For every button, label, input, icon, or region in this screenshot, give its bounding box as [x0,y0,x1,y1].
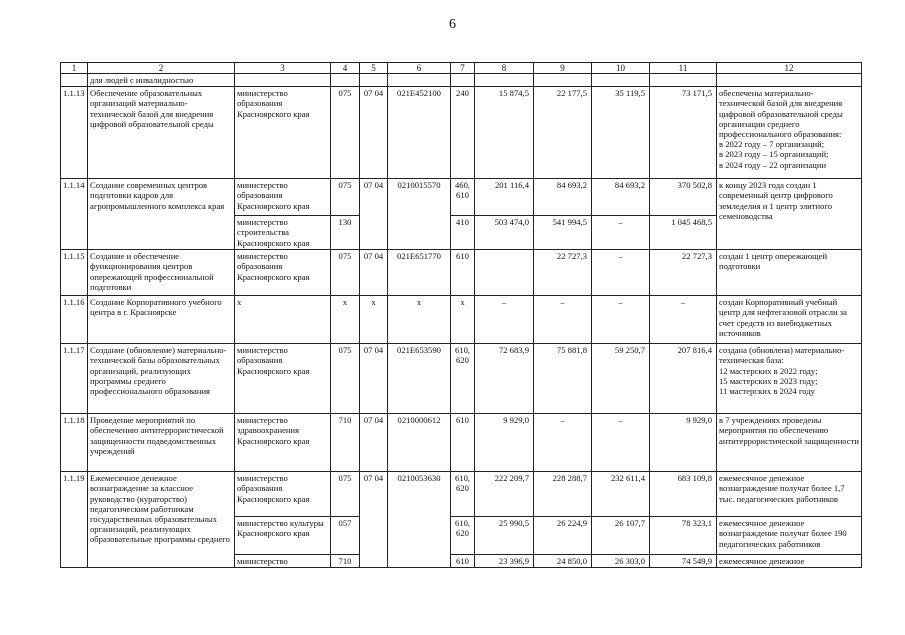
column-header: 9 [534,63,592,74]
code-grbs: 075 [331,344,360,414]
amount-2022: 72 683,9 [475,344,534,414]
code-grbs: 130 [331,216,360,250]
row-number: 1.1.15 [61,250,88,296]
amount-2024: 35 119,5 [592,87,650,179]
amount-2023: – [534,414,592,472]
measure-name: Проведение мероприятий по обеспечению антитеррористической защищенности подведомственных учреждений [88,414,235,472]
table-row [61,179,862,216]
amount-total: – [650,296,717,344]
table-row [61,87,862,179]
measure-name: Создание (обновление) материально-технической базы образовательных организаций, реализующих программы среднего профессионального образования [88,344,235,414]
result-line: в 2022 году – 7 организаций; [719,139,825,150]
expected-result: создан Корпоративный учебный центр для нефтегазовой отрасли за счет средств из внебюджетных источников [717,296,862,344]
column-header: 10 [592,63,650,74]
executor: министерство образования Красноярского края [235,344,331,414]
table-row [61,296,862,344]
amount-2022 [475,250,534,296]
measure-name: Создание и обеспечение функционирования центров опережающей профессиональной подготовки [88,250,235,296]
result-line: 12 мастерских в 2022 году; [719,365,818,376]
row-number: 1.1.16 [61,296,88,344]
program-table [60,62,862,568]
amount-2022: 201 116,4 [475,179,534,216]
amount-2023: 228 288,7 [534,472,592,517]
expected-result [717,87,862,179]
code-grbs: 075 [331,87,360,179]
amount-total: 74 549,9 [650,555,717,568]
measure-name: Обеспечение образовательных организаций материально-технической базой для внедрения цифровой образовательной среды [88,87,235,179]
amount-2023: 84 693,2 [534,179,592,216]
row-number: 1.1.18 [61,414,88,472]
code-grbs: х [331,296,360,344]
code-target: 0210053630 [388,472,451,568]
expected-result: к концу 2023 года создан 1 современный центр цифрового земледелия и 1 центр элитного семеноводства [717,179,862,250]
code-expense: 610, 620 [451,472,475,517]
code-grbs: 057 [331,517,360,555]
table-row [61,250,862,296]
amount-2023: 75 881,8 [534,344,592,414]
executor: х [235,296,331,344]
row-number: 1.1.17 [61,344,88,414]
code-target: 0210015570 [388,179,451,250]
amount-2023: 24 850,0 [534,555,592,568]
table-row [61,414,862,472]
amount-2022: – [475,296,534,344]
code-expense: 240 [451,87,475,179]
result-line: создана (обновлена) материально-техническая база: [719,345,845,366]
amount-2024: 59 250,7 [592,344,650,414]
column-header: 1 [61,63,88,74]
amount-2024: 84 693,2 [592,179,650,216]
amount-2023: 22 177,5 [534,87,592,179]
executor: министерство образования Красноярского края [235,87,331,179]
amount-total: 207 816,4 [650,344,717,414]
table-row [61,344,862,414]
executor: министерство образования Красноярского края [235,179,331,216]
code-section: х [360,296,388,344]
amount-2023: – [534,296,592,344]
code-section: 07 04 [360,179,388,250]
amount-total: 9 929,0 [650,414,717,472]
executor: министерство [235,555,331,568]
row-number: 1.1.19 [61,472,88,568]
amount-2022: 222 209,7 [475,472,534,517]
column-header: 8 [475,63,534,74]
amount-2022: 9 929,0 [475,414,534,472]
column-header: 4 [331,63,360,74]
measure-name: Ежемесячное денежное вознаграждение за классное руководство (кураторство) педагогическим работникам государственных образовательных организаций, реализующих образовательные программы среднего [88,472,235,568]
amount-2024: – [592,216,650,250]
header-row [61,63,862,74]
code-expense: 460, 610 [451,179,475,216]
amount-2022: 15 874,5 [475,87,534,179]
code-section: 07 04 [360,87,388,179]
measure-name: Создание современных центров подготовки кадров для агропромышленного комплекса края [88,179,235,250]
executor: министерство образования Красноярского края [235,250,331,296]
amount-2024: – [592,414,650,472]
column-header: 11 [650,63,717,74]
measure-name: Создание Корпоративного учебного центра в г. Красноярске [88,296,235,344]
expected-result: ежемесячное денежное вознаграждение получат более 190 педагогических работников [717,517,862,555]
code-section: 07 04 [360,344,388,414]
result-line: 11 мастерских в 2024 году [719,386,815,397]
table-row [61,472,862,517]
code-section: 07 04 [360,472,388,568]
column-header: 3 [235,63,331,74]
code-grbs: 075 [331,179,360,216]
result-line: в 2024 году – 22 организации [719,159,827,170]
code-target: 0210000612 [388,414,451,472]
executor: министерство образования Красноярского края [235,472,331,517]
column-header: 7 [451,63,475,74]
code-expense: 610 [451,414,475,472]
expected-result: создан 1 центр опережающей подготовки [717,250,862,296]
code-expense: 610 [451,555,475,568]
executor: министерство здравоохранения Красноярского края [235,414,331,472]
amount-total: 22 727,3 [650,250,717,296]
continuation-text: для людей с инвалидностью [88,74,235,87]
amount-2022: 503 474,0 [475,216,534,250]
expected-result: в 7 учреждениях проведены мероприятия по обеспечению антитеррористической защищенности [717,414,862,472]
amount-2022: 25 990,5 [475,517,534,555]
result-line: в 2023 году – 15 организаций; [719,149,829,160]
page-number: 6 [449,17,456,32]
code-expense: 610, 620 [451,517,475,555]
continuation-row [61,74,862,87]
executor: министерство строительства Красноярского края [235,216,331,250]
amount-2024: 26 303,0 [592,555,650,568]
amount-2023: 22 727,3 [534,250,592,296]
column-header: 5 [360,63,388,74]
expected-result [717,344,862,414]
column-header: 12 [717,63,862,74]
code-section: 07 04 [360,250,388,296]
code-expense: 610, 620 [451,344,475,414]
amount-total: 73 171,5 [650,87,717,179]
column-header: 6 [388,63,451,74]
code-section: 07 04 [360,414,388,472]
amount-total: 370 502,8 [650,179,717,216]
expected-result: ежемесячное денежное вознаграждение получат более 1,7 тыс. педагогических работников [717,472,862,517]
executor: министерство культуры Красноярского края [235,517,331,555]
code-target: х [388,296,451,344]
row-number: 1.1.14 [61,179,88,250]
row-number: 1.1.13 [61,87,88,179]
result-line: обеспечены материально-технической базой для внедрения цифровой образовательной среды организации среднего профессионального образования: [719,88,843,140]
expected-result: ежемесячное денежное [717,555,862,568]
amount-2024: 26 107,7 [592,517,650,555]
amount-2024: – [592,296,650,344]
code-expense: 610 [451,250,475,296]
amount-2023: 541 994,5 [534,216,592,250]
code-grbs: 075 [331,250,360,296]
code-target: 021E651770 [388,250,451,296]
column-header: 2 [88,63,235,74]
amount-2022: 23 396,9 [475,555,534,568]
result-line: 15 мастерских в 2023 году; [719,375,818,386]
code-grbs: 710 [331,555,360,568]
code-target: 021E653590 [388,344,451,414]
amount-2024: – [592,250,650,296]
amount-2024: 232 611,4 [592,472,650,517]
amount-total: 78 323,1 [650,517,717,555]
amount-total: 1 045 468,5 [650,216,717,250]
amount-2023: 26 224,9 [534,517,592,555]
code-expense: 410 [451,216,475,250]
code-grbs: 710 [331,414,360,472]
code-target: 021E452100 [388,87,451,179]
code-expense: х [451,296,475,344]
code-grbs: 075 [331,472,360,517]
amount-total: 683 109,8 [650,472,717,517]
